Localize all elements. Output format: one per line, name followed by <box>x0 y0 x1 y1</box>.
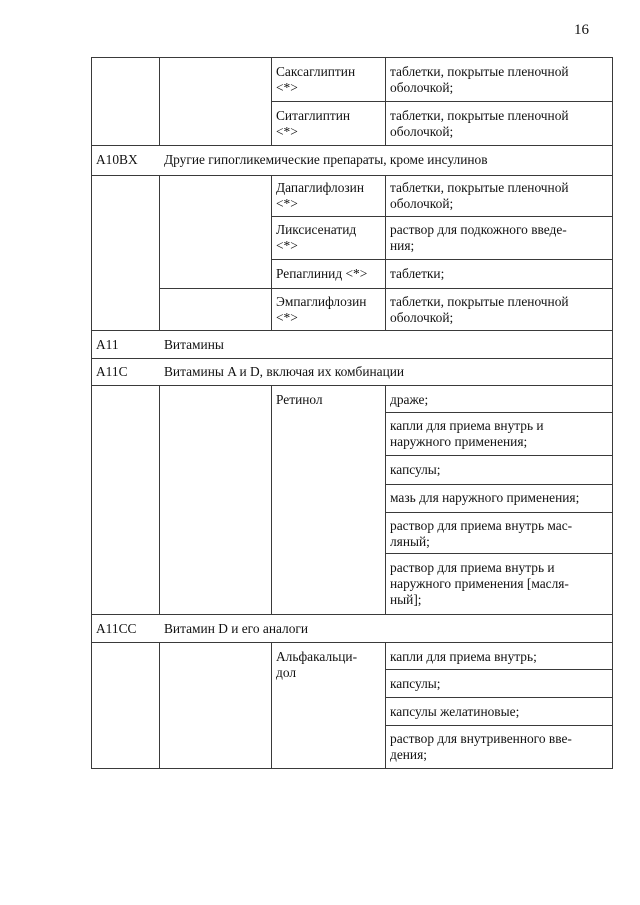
dosage-form: капли для приема внутрь; <box>390 649 537 664</box>
dosage-form: раствор для приема внутрь мас- <box>390 518 573 533</box>
atc-code: A11 <box>96 337 119 352</box>
drug-name-note: <*> <box>276 310 298 325</box>
drug-name-note: <*> <box>276 80 298 95</box>
drug-name-note: <*> <box>276 196 298 211</box>
dosage-form: таблетки, покрытые пленочной <box>390 294 569 309</box>
dosage-form: ный]; <box>390 592 422 607</box>
dosage-form: таблетки; <box>390 266 445 281</box>
dosage-form: ляный; <box>390 534 430 549</box>
atc-code: A11C <box>96 364 128 379</box>
drug-name-note: <*> <box>276 124 298 139</box>
atc-group: Витамин D и его аналоги <box>164 621 309 636</box>
drug-name: Репаглинид <*> <box>276 266 368 281</box>
dosage-form: мазь для наружного применения; <box>390 490 580 505</box>
dosage-form: оболочкой; <box>390 80 454 95</box>
drug-name: дол <box>276 665 297 680</box>
drug-name: Альфакальци- <box>276 649 358 664</box>
dosage-form: капсулы желатиновые; <box>390 704 520 719</box>
drug-name: Дапаглифлозин <box>276 180 365 195</box>
drug-table <box>91 57 613 768</box>
dosage-form: наружного применения [масля- <box>390 576 569 591</box>
dosage-form: оболочкой; <box>390 124 454 139</box>
dosage-form: наружного применения; <box>390 434 528 449</box>
atc-group: Витамины A и D, включая их комбинации <box>164 364 405 379</box>
drug-name-note: <*> <box>276 238 298 253</box>
dosage-form: оболочкой; <box>390 196 454 211</box>
dosage-form: таблетки, покрытые пленочной <box>390 64 569 79</box>
dosage-form: таблетки, покрытые пленочной <box>390 108 569 123</box>
page-number: 16 <box>574 22 589 38</box>
drug-name: Ситаглиптин <box>276 108 351 123</box>
dosage-form: оболочкой; <box>390 310 454 325</box>
dosage-form: раствор для подкожного введе- <box>390 222 567 237</box>
drug-name: Ретинол <box>276 392 323 407</box>
dosage-form: дения; <box>390 747 427 762</box>
dosage-form: капли для приема внутрь и <box>390 418 544 433</box>
dosage-form: капсулы; <box>390 676 441 691</box>
dosage-form: капсулы; <box>390 462 441 477</box>
atc-group: Витамины <box>164 337 224 352</box>
dosage-form: таблетки, покрытые пленочной <box>390 180 569 195</box>
atc-code: A10BX <box>96 152 138 167</box>
drug-name: Эмпаглифлозин <box>276 294 367 309</box>
atc-group: Другие гипогликемические препараты, кроме инсулинов <box>164 152 488 167</box>
atc-code: A11CC <box>96 621 137 636</box>
drug-name: Ликсисенатид <box>276 222 357 237</box>
dosage-form: раствор для внутривенного вве- <box>390 731 572 746</box>
dosage-form: ния; <box>390 238 415 253</box>
dosage-form: раствор для приема внутрь и <box>390 560 555 575</box>
drug-name: Саксаглиптин <box>276 64 356 79</box>
dosage-form: драже; <box>390 392 429 407</box>
